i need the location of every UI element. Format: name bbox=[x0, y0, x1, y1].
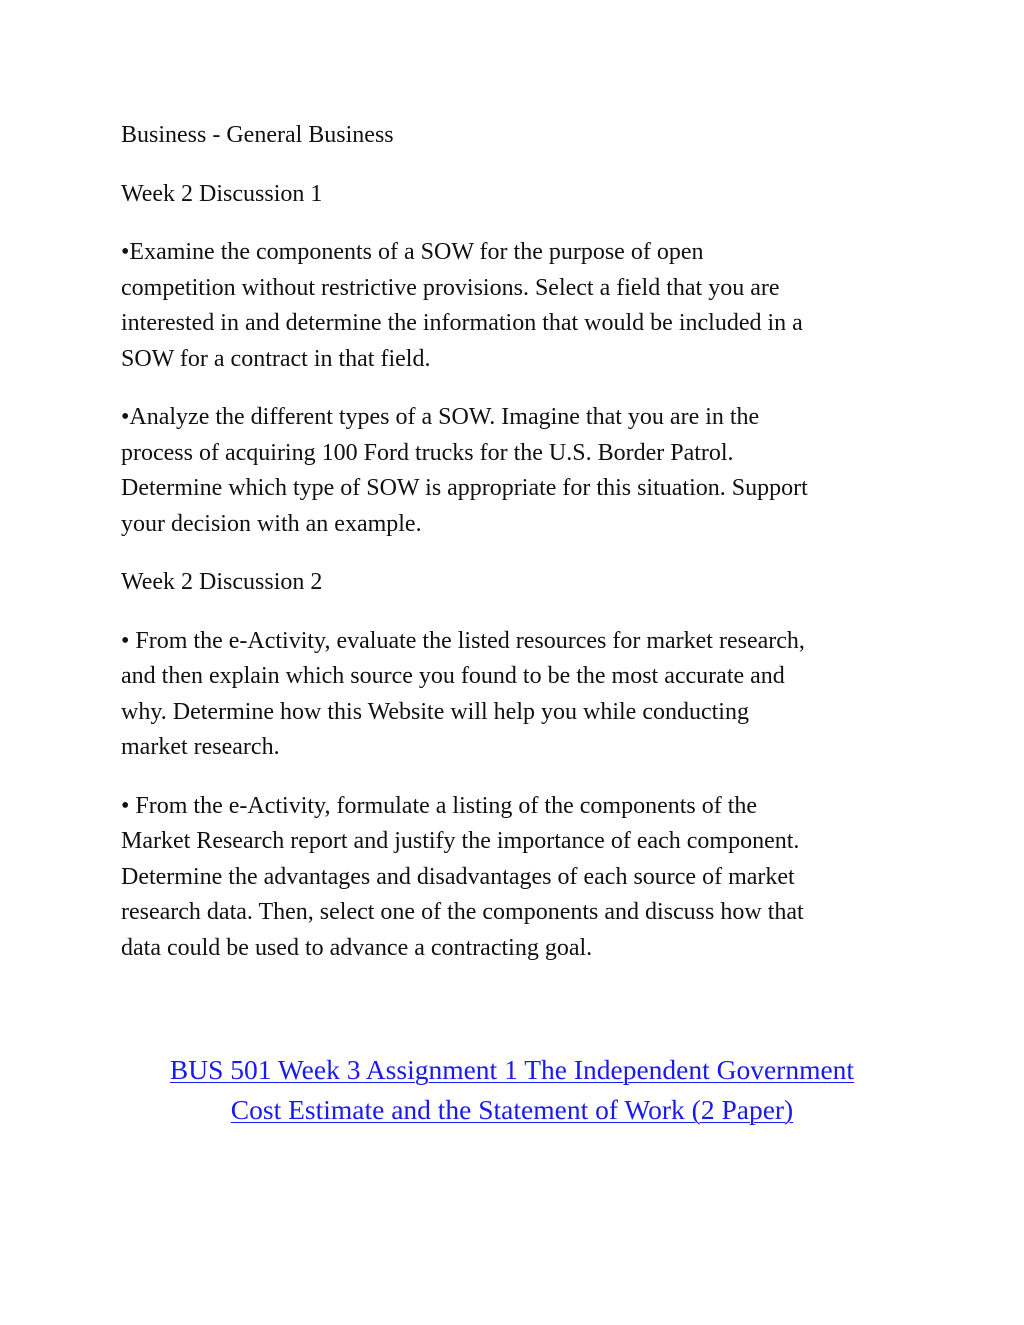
assignment-link[interactable]: BUS 501 Week 3 Assignment 1 The Independent Government Cost Estimate and the Statement of Work (2 Paper) bbox=[169, 1054, 855, 1125]
discussion-1-item-1: •Examine the components of a SOW for the purpose of open competition without restrictive provisions. Select a field that you are interested in and determine the information that would be included in a SOW for a contract in that field. bbox=[121, 239, 803, 372]
discussion-2-item-1: • From the e-Activity, evaluate the listed resources for market research, and then explain which source you found to be the most accurate and why. Determine how this Website will help you while conducting market research. bbox=[121, 627, 805, 760]
category-heading: Business - General Business bbox=[121, 122, 394, 148]
section-heading-discussion-1: Week 2 Discussion 1 bbox=[121, 180, 323, 207]
discussion-2-item-2: • From the e-Activity, formulate a listing of the components of the Market Research report and justify the importance of each component. Determine the advantages and disadvantages of each source of market research data. Then, select one of the components and discuss how that data could be used to advance a contracting goal. bbox=[121, 792, 804, 961]
assignment-link-block bbox=[0, 1050, 1024, 1130]
section-heading-discussion-2: Week 2 Discussion 2 bbox=[121, 569, 323, 595]
discussion-1-item-2: •Analyze the different types of a SOW. Imagine that you are in the process of acquiring 100 Ford trucks for the U.S. Border Patrol. Determine which type of SOW is appropriate for this situation. Support your decision with an example. bbox=[121, 404, 808, 537]
document-body bbox=[121, 118, 901, 989]
